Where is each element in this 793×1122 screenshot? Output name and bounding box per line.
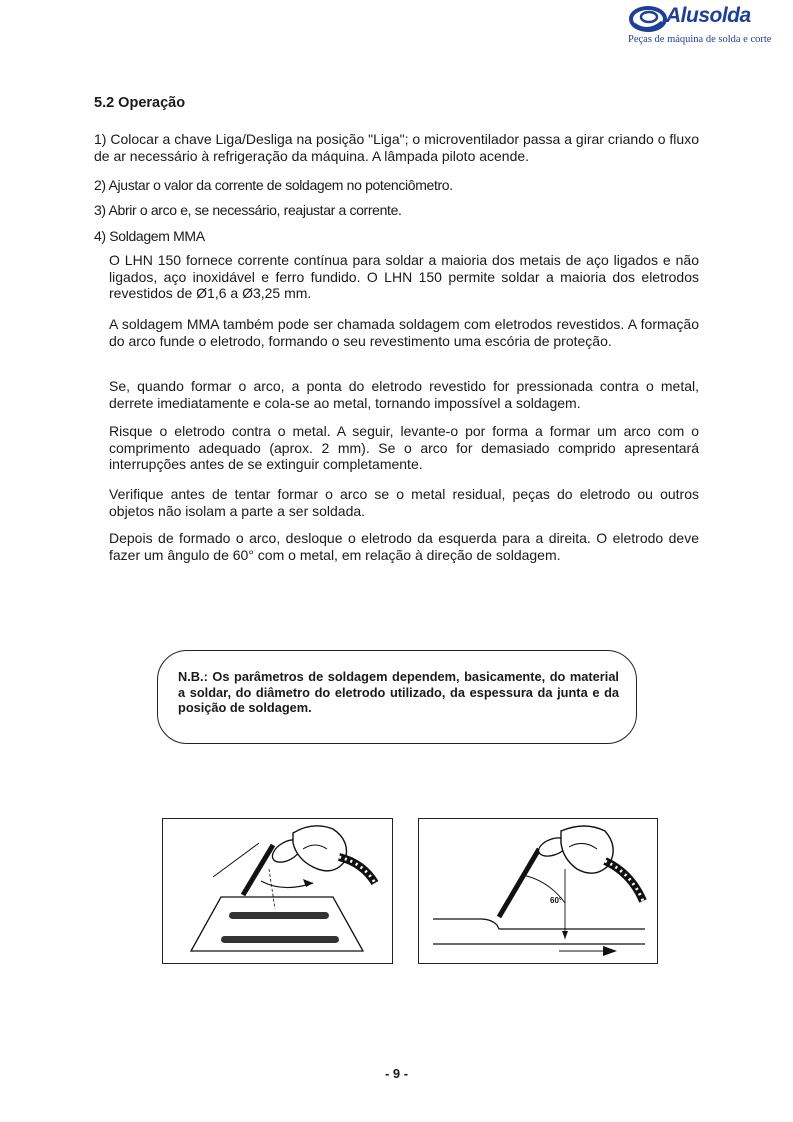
weld-bead-lower	[221, 936, 339, 943]
mma-paragraph-3: Se, quando formar o arco, a ponta do eletrodo revestido for pressionada contra o metal, derrete imediatamente e cola-se ao metal, tornando impossível a soldagem.	[109, 378, 699, 411]
hand-glove	[561, 826, 613, 873]
mma-paragraph-1: O LHN 150 fornece corrente contínua para soldar a maioria dos metais de aço ligados e não ligados, aço inoxidável e ferro fundido. O LHN 150 permite soldar a maioria dos eletrodos revestidos de Ø1,6 a Ø3,25 mm.	[109, 252, 699, 301]
step-1: 1) Colocar a chave Liga/Desliga na posição "Liga"; o microventilador passa a girar criando o fluxo de ar necessário à refrigeração da máquina. A lâmpada piloto acende.	[94, 131, 699, 164]
angle-label: 60°	[550, 896, 563, 905]
mma-paragraph-4: Risque o eletrodo contra o metal. A seguir, levante-o por forma a formar um arco com o comprimento adequado (aprox. 2 mm). Se o arco for demasiado comprido apresentará interrupções antes de se extinguir completamente.	[109, 423, 699, 472]
hand-glove	[293, 826, 347, 871]
figure-arc-striking	[162, 818, 393, 964]
step-2: 2) Ajustar o valor da corrente de soldagem no potenciômetro.	[94, 177, 453, 193]
mma-paragraph-2: A soldagem MMA também pode ser chamada soldagem com eletrodos revestidos. A formação do arco funde o eletrodo, formando o seu revestimento uma escória de proteção.	[109, 316, 699, 349]
base-metal-surface	[433, 919, 645, 929]
mma-paragraph-5: Verifique antes de tentar formar o arco se o metal residual, peças do eletrodo ou outros objetos não isolam a parte a ser soldada.	[109, 486, 699, 519]
electrode	[499, 849, 539, 917]
cable	[605, 861, 643, 901]
figure-electrode-angle	[418, 818, 658, 964]
direction-arrow	[603, 946, 617, 956]
brand-name: Alusolda	[666, 4, 751, 27]
note-box	[157, 650, 637, 744]
brand-tagline: Peças de máquina de solda e corte	[628, 34, 772, 45]
brand-logo	[628, 4, 772, 48]
cable	[339, 857, 375, 883]
logo-swirl-icon	[628, 4, 668, 34]
electrode	[243, 845, 273, 895]
section-title: 5.2 Operação	[94, 95, 186, 111]
step-4: 4) Soldagem MMA	[94, 228, 205, 244]
weld-bead-upper	[229, 912, 329, 919]
step-3: 3) Abrir o arco e, se necessário, reajustar a corrente.	[94, 202, 402, 218]
note-text: N.B.: Os parâmetros de soldagem dependem, basicamente, do material a soldar, do diâmetro do eletrodo utilizado, da espessura da junta e da posição de soldagem.	[178, 669, 619, 715]
page-number: - 9 -	[384, 1066, 409, 1081]
mma-paragraph-6: Depois de formado o arco, desloque o eletrodo da esquerda para a direita. O eletrodo deve fazer um ângulo de 60° com o metal, em relação à direção de soldagem.	[109, 530, 699, 563]
